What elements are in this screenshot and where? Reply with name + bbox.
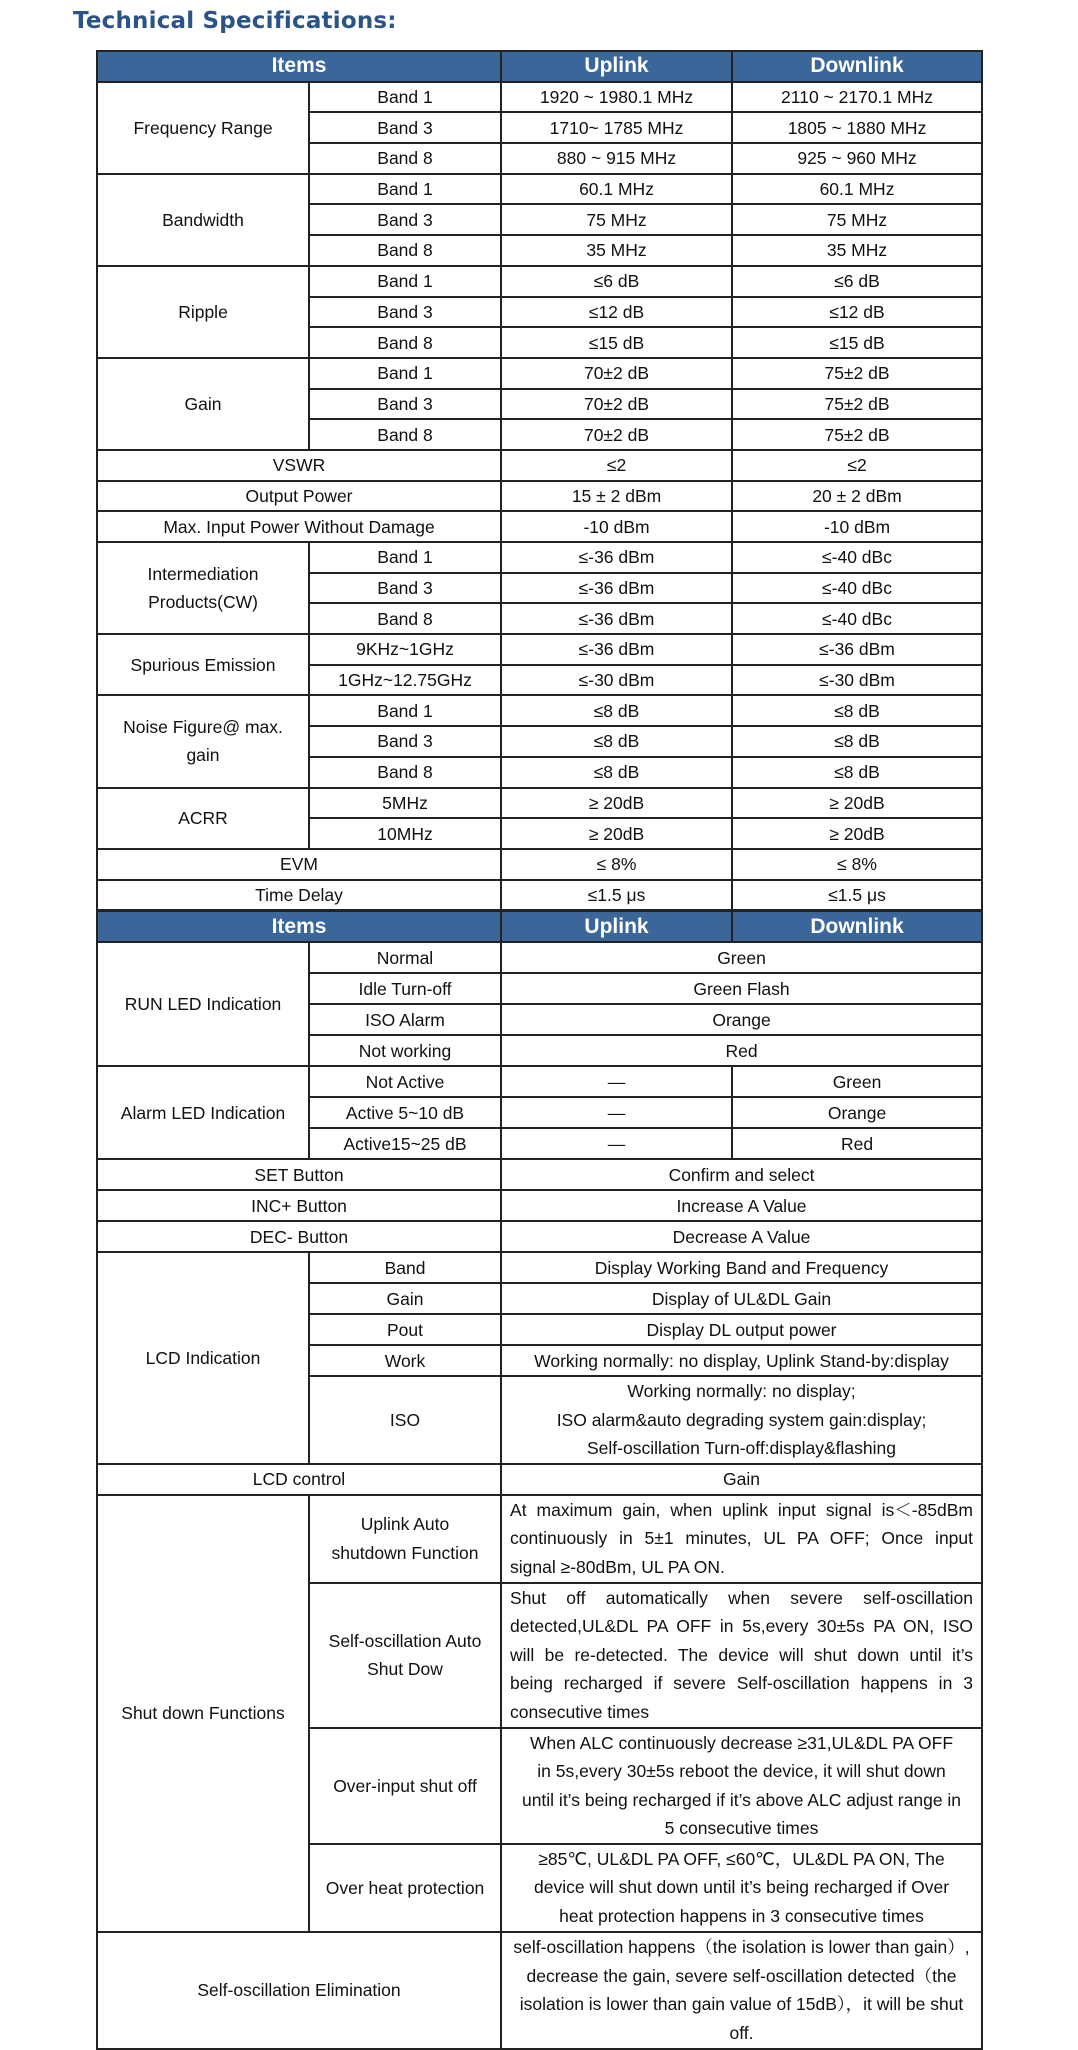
downlink-value: ≤12 dB [732, 297, 982, 328]
uplink-value: ≤8 dB [501, 695, 732, 726]
sub-label: Band 3 [309, 573, 501, 604]
uplink-value: 70±2 dB [501, 419, 732, 450]
value: ≥85℃, UL&DL PA OFF, ≤60℃，UL&DL PA ON, The device will shut down until it’s being recharged if Over heat protection happens in 3 consecutive times [501, 1844, 982, 1932]
downlink-value: ≤6 dB [732, 266, 982, 297]
row-label-ripple: Ripple [97, 266, 309, 358]
table-row [97, 942, 982, 973]
row-label-inc-button: INC+ Button [97, 1190, 501, 1221]
table-row [97, 450, 982, 481]
downlink-value: 75±2 dB [732, 389, 982, 420]
uplink-value: ≤1.5 μs [501, 880, 732, 911]
downlink-value: 75±2 dB [732, 358, 982, 389]
downlink-value: -10 dBm [732, 511, 982, 542]
downlink-value: 75±2 dB [732, 419, 982, 450]
downlink-value: Red [732, 1128, 982, 1159]
sub-label: Self-oscillation Auto Shut Dow [309, 1583, 501, 1728]
table-row [97, 358, 982, 389]
value: Working normally: no display, Uplink Stand-by:display [501, 1345, 982, 1376]
table-row [97, 481, 982, 512]
table-row [97, 788, 982, 819]
uplink-value: 1920 ~ 1980.1 MHz [501, 82, 732, 113]
sub-label: Not working [309, 1035, 501, 1066]
table-row [97, 1066, 982, 1097]
row-label-lcd-control: LCD control [97, 1464, 501, 1495]
uplink-value: ≤ 8% [501, 849, 732, 880]
sub-label: 5MHz [309, 788, 501, 819]
uplink-value: 70±2 dB [501, 389, 732, 420]
uplink-value: ≤12 dB [501, 297, 732, 328]
uplink-value: — [501, 1097, 732, 1128]
downlink-value: ≤-40 dBc [732, 603, 982, 634]
value: When ALC continuously decrease ≥31,UL&DL PA OFF in 5s,every 30±5s reboot the device, it will shut down until it’s being recharged if it’s above ALC adjust range in 5 consecutive times [501, 1728, 982, 1844]
row-label-acrr: ACRR [97, 788, 309, 849]
table-row [97, 1932, 982, 2049]
sub-label: Not Active [309, 1066, 501, 1097]
uplink-value: 880 ~ 915 MHz [501, 143, 732, 174]
row-label-bandwidth: Bandwidth [97, 174, 309, 266]
downlink-value: 2110 ~ 2170.1 MHz [732, 82, 982, 113]
sub-label: Normal [309, 942, 501, 973]
value: Shut off automatically when severe self-oscillation detected,UL&DL PA OFF in 5s,every 30±5s PA ON, ISO will be re-detected. The device will shut down until it’s being recharged if severe Self-oscillation happens in 3 consecutive times [501, 1583, 982, 1728]
downlink-value: ≤8 dB [732, 757, 982, 788]
table-row [97, 1252, 982, 1283]
value: Confirm and select [501, 1159, 982, 1190]
sub-label: Over-input shut off [309, 1728, 501, 1844]
downlink-value: 75 MHz [732, 204, 982, 235]
table-row [97, 1495, 982, 1583]
sub-label: ISO Alarm [309, 1004, 501, 1035]
downlink-value: ≤8 dB [732, 695, 982, 726]
uplink-value: ≤15 dB [501, 327, 732, 358]
uplink-value: — [501, 1128, 732, 1159]
sub-label: Band 3 [309, 726, 501, 757]
sub-label: Gain [309, 1283, 501, 1314]
table-row [97, 542, 982, 573]
sub-label: Band [309, 1252, 501, 1283]
row-label-lcd-indication: LCD Indication [97, 1252, 309, 1464]
table-row [97, 266, 982, 297]
sub-label: Band 8 [309, 419, 501, 450]
downlink-value: 925 ~ 960 MHz [732, 143, 982, 174]
table-row [97, 1190, 982, 1221]
sub-label: Band 8 [309, 235, 501, 266]
header-downlink: Downlink [732, 51, 982, 82]
table-row [97, 174, 982, 205]
sub-label: Work [309, 1345, 501, 1376]
table-header-row [97, 911, 982, 942]
sub-label: Band 3 [309, 297, 501, 328]
table-row [97, 634, 982, 665]
uplink-value: 1710~ 1785 MHz [501, 112, 732, 143]
sub-label: Active 5~10 dB [309, 1097, 501, 1128]
row-label-output-power: Output Power [97, 481, 501, 512]
downlink-value: ≤-30 dBm [732, 665, 982, 696]
uplink-value: ≤-36 dBm [501, 573, 732, 604]
downlink-value: ≤1.5 μs [732, 880, 982, 911]
uplink-value: ≥ 20dB [501, 818, 732, 849]
row-label-set-button: SET Button [97, 1159, 501, 1190]
table-row [97, 1464, 982, 1495]
header-uplink: Uplink [501, 51, 732, 82]
table-header-row [97, 51, 982, 82]
uplink-value: -10 dBm [501, 511, 732, 542]
sub-label: 10MHz [309, 818, 501, 849]
value: Decrease A Value [501, 1221, 982, 1252]
row-label-shutdown-functions: Shut down Functions [97, 1495, 309, 1932]
uplink-value: 70±2 dB [501, 358, 732, 389]
page-title: Technical Specifications: [73, 8, 397, 34]
value: self-oscillation happens（the isolation is lower than gain）, decrease the gain, severe self-oscillation detected（the isolation is lower than gain value of 15dB），it will be shut off. [501, 1932, 982, 2049]
sub-label: Band 8 [309, 603, 501, 634]
table-row [97, 849, 982, 880]
header-items: Items [97, 51, 501, 82]
value: Orange [501, 1004, 982, 1035]
row-label-intermediation: Intermediation Products(CW) [97, 542, 309, 634]
sub-label: Active15~25 dB [309, 1128, 501, 1159]
row-label-gain: Gain [97, 358, 309, 450]
table-row [97, 1221, 982, 1252]
sub-label: Pout [309, 1314, 501, 1345]
sub-label: Over heat protection [309, 1844, 501, 1932]
sub-label: Band 8 [309, 757, 501, 788]
table-row [97, 1159, 982, 1190]
uplink-value: ≤-36 dBm [501, 603, 732, 634]
sub-label: Band 3 [309, 112, 501, 143]
downlink-value: ≤-40 dBc [732, 542, 982, 573]
downlink-value: ≤-36 dBm [732, 634, 982, 665]
downlink-value: 60.1 MHz [732, 174, 982, 205]
sub-label: Band 1 [309, 358, 501, 389]
sub-label: 1GHz~12.75GHz [309, 665, 501, 696]
sub-label: 9KHz~1GHz [309, 634, 501, 665]
uplink-value: ≤8 dB [501, 726, 732, 757]
table-row [97, 880, 982, 911]
sub-label: Uplink Auto shutdown Function [309, 1495, 501, 1583]
row-label-frequency-range: Frequency Range [97, 82, 309, 174]
row-label-spurious-emission: Spurious Emission [97, 634, 309, 695]
uplink-value: ≤8 dB [501, 757, 732, 788]
uplink-value: ≤6 dB [501, 266, 732, 297]
row-label-dec-button: DEC- Button [97, 1221, 501, 1252]
sub-label: Band 1 [309, 266, 501, 297]
value: Display Working Band and Frequency [501, 1252, 982, 1283]
header-uplink: Uplink [501, 911, 732, 942]
value: At maximum gain, when uplink input signal is＜-85dBm continuously in 5±1 minutes, UL PA OFF; Once input signal ≥-80dBm, UL PA ON. [501, 1495, 982, 1583]
downlink-value: Green [732, 1066, 982, 1097]
downlink-value: ≤2 [732, 450, 982, 481]
sub-label: Band 1 [309, 82, 501, 113]
downlink-value: ≤8 dB [732, 726, 982, 757]
value: Increase A Value [501, 1190, 982, 1221]
uplink-value: ≤-36 dBm [501, 542, 732, 573]
table-row [97, 511, 982, 542]
value: Red [501, 1035, 982, 1066]
sub-label: Band 8 [309, 143, 501, 174]
header-downlink: Downlink [732, 911, 982, 942]
uplink-value: 15 ± 2 dBm [501, 481, 732, 512]
uplink-value: ≤-30 dBm [501, 665, 732, 696]
downlink-value: ≥ 20dB [732, 788, 982, 819]
sub-label: Band 8 [309, 327, 501, 358]
row-label-alarm-led: Alarm LED Indication [97, 1066, 309, 1159]
table-row [97, 695, 982, 726]
uplink-value: 60.1 MHz [501, 174, 732, 205]
uplink-value: — [501, 1066, 732, 1097]
downlink-value: ≤-40 dBc [732, 573, 982, 604]
sub-label: Band 3 [309, 204, 501, 235]
uplink-value: ≤-36 dBm [501, 634, 732, 665]
sub-label: Band 1 [309, 695, 501, 726]
row-label-vswr: VSWR [97, 450, 501, 481]
downlink-value: 20 ± 2 dBm [732, 481, 982, 512]
table-row [97, 82, 982, 113]
downlink-value: 35 MHz [732, 235, 982, 266]
downlink-value: 1805 ~ 1880 MHz [732, 112, 982, 143]
value: Green Flash [501, 973, 982, 1004]
sub-label: Idle Turn-off [309, 973, 501, 1004]
value: Working normally: no display; ISO alarm&auto degrading system gain:display; Self-oscillation Turn-off:display&flashing [501, 1376, 982, 1464]
uplink-value: 35 MHz [501, 235, 732, 266]
sub-label: Band 3 [309, 389, 501, 420]
downlink-value: ≥ 20dB [732, 818, 982, 849]
row-label-max-input-power: Max. Input Power Without Damage [97, 511, 501, 542]
row-label-run-led: RUN LED Indication [97, 942, 309, 1066]
uplink-value: ≤2 [501, 450, 732, 481]
uplink-value: 75 MHz [501, 204, 732, 235]
sub-label: ISO [309, 1376, 501, 1464]
function-spec-table [96, 910, 983, 2050]
value: Gain [501, 1464, 982, 1495]
downlink-value: ≤15 dB [732, 327, 982, 358]
value: Display of UL&DL Gain [501, 1283, 982, 1314]
value: Green [501, 942, 982, 973]
row-label-evm: EVM [97, 849, 501, 880]
header-items: Items [97, 911, 501, 942]
sub-label: Band 1 [309, 542, 501, 573]
uplink-value: ≥ 20dB [501, 788, 732, 819]
value: Display DL output power [501, 1314, 982, 1345]
row-label-noise-figure: Noise Figure@ max. gain [97, 695, 309, 787]
sub-label: Band 1 [309, 174, 501, 205]
downlink-value: Orange [732, 1097, 982, 1128]
downlink-value: ≤ 8% [732, 849, 982, 880]
row-label-time-delay: Time Delay [97, 880, 501, 911]
row-label-self-oscillation-elimination: Self-oscillation Elimination [97, 1932, 501, 2049]
rf-spec-table [96, 50, 983, 911]
